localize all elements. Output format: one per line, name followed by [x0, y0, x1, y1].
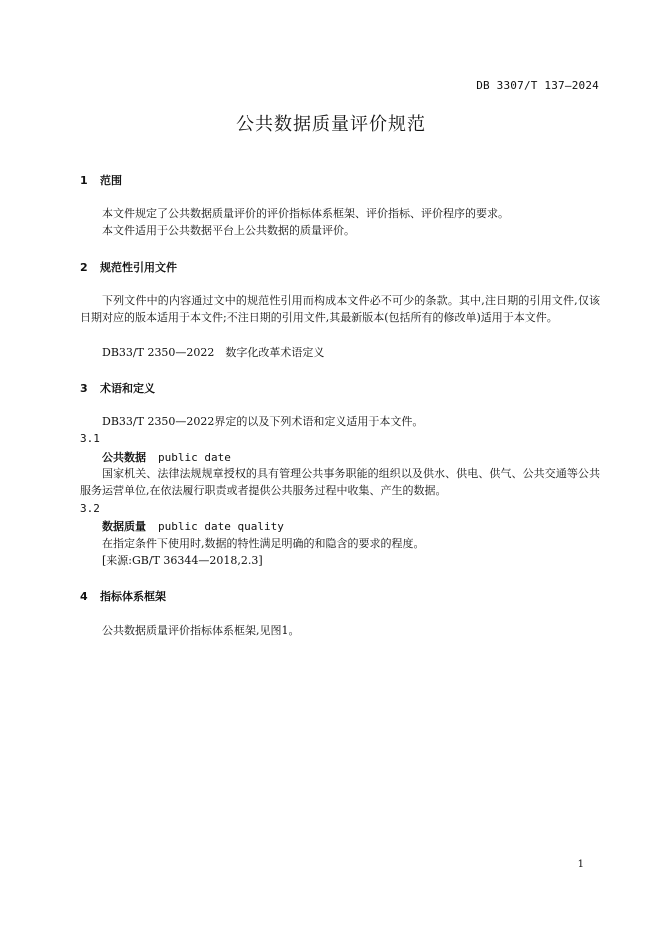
- section-heading-2: [80, 259, 177, 275]
- term-definition: 国家机关、法律法规规章授权的具有管理公共事务职能的组织以及供水、供电、供气、公共交通等公共服务运营单位,在依法履行职责或者提供公共服务过程中收集、产生的数据。: [80, 467, 600, 497]
- term-definition: 在指定条件下使用时,数据的特性满足明确的和隐含的要求的程度。: [102, 537, 425, 550]
- section-heading-3: [80, 380, 155, 396]
- section-number: 3: [80, 382, 88, 395]
- paragraph: 下列文件中的内容通过文中的规范性引用而构成本文件必不可少的条款。其中,注日期的引用文件,仅该日期对应的版本适用于本文件;不注日期的引用文件,其最新版本(包括所有的修改单)适用于本文件。: [80, 294, 600, 324]
- paragraph: 公共数据质量评价指标体系框架,见图1。: [102, 624, 300, 637]
- term-en: public date: [158, 451, 231, 464]
- term-number: 3.2: [80, 502, 100, 515]
- section-title: 范围: [100, 174, 122, 187]
- section-title: 术语和定义: [100, 382, 155, 395]
- term-number: 3.1: [80, 432, 100, 445]
- paragraph: DB33/T 2350—2022界定的以及下列术语和定义适用于本文件。: [102, 415, 424, 428]
- term-zh: 公共数据: [102, 451, 146, 464]
- term-en: public date quality: [158, 520, 284, 533]
- paragraph: 本文件适用于公共数据平台上公共数据的质量评价。: [102, 224, 355, 237]
- document-title: 公共数据质量评价规范: [236, 114, 426, 135]
- section-number: 4: [80, 590, 88, 603]
- section-title: 指标体系框架: [100, 590, 166, 603]
- term-entry: [102, 449, 231, 465]
- paragraph: 本文件规定了公共数据质量评价的评价指标体系框架、评价指标、评价程序的要求。: [102, 207, 509, 220]
- section-number: 2: [80, 261, 88, 274]
- section-heading-1: [80, 172, 122, 188]
- term-zh: 数据质量: [102, 520, 146, 533]
- page-number: 1: [577, 859, 584, 870]
- term-source: [来源:GB/T 36344—2018,2.3]: [102, 554, 263, 567]
- section-number: 1: [80, 174, 88, 187]
- term-entry: [102, 518, 284, 534]
- section-title: 规范性引用文件: [100, 261, 177, 274]
- standard-code: DB 3307/T 137—2024: [476, 79, 599, 92]
- normative-reference: DB33/T 2350—2022 数字化改革术语定义: [102, 346, 325, 359]
- section-heading-4: [80, 588, 166, 604]
